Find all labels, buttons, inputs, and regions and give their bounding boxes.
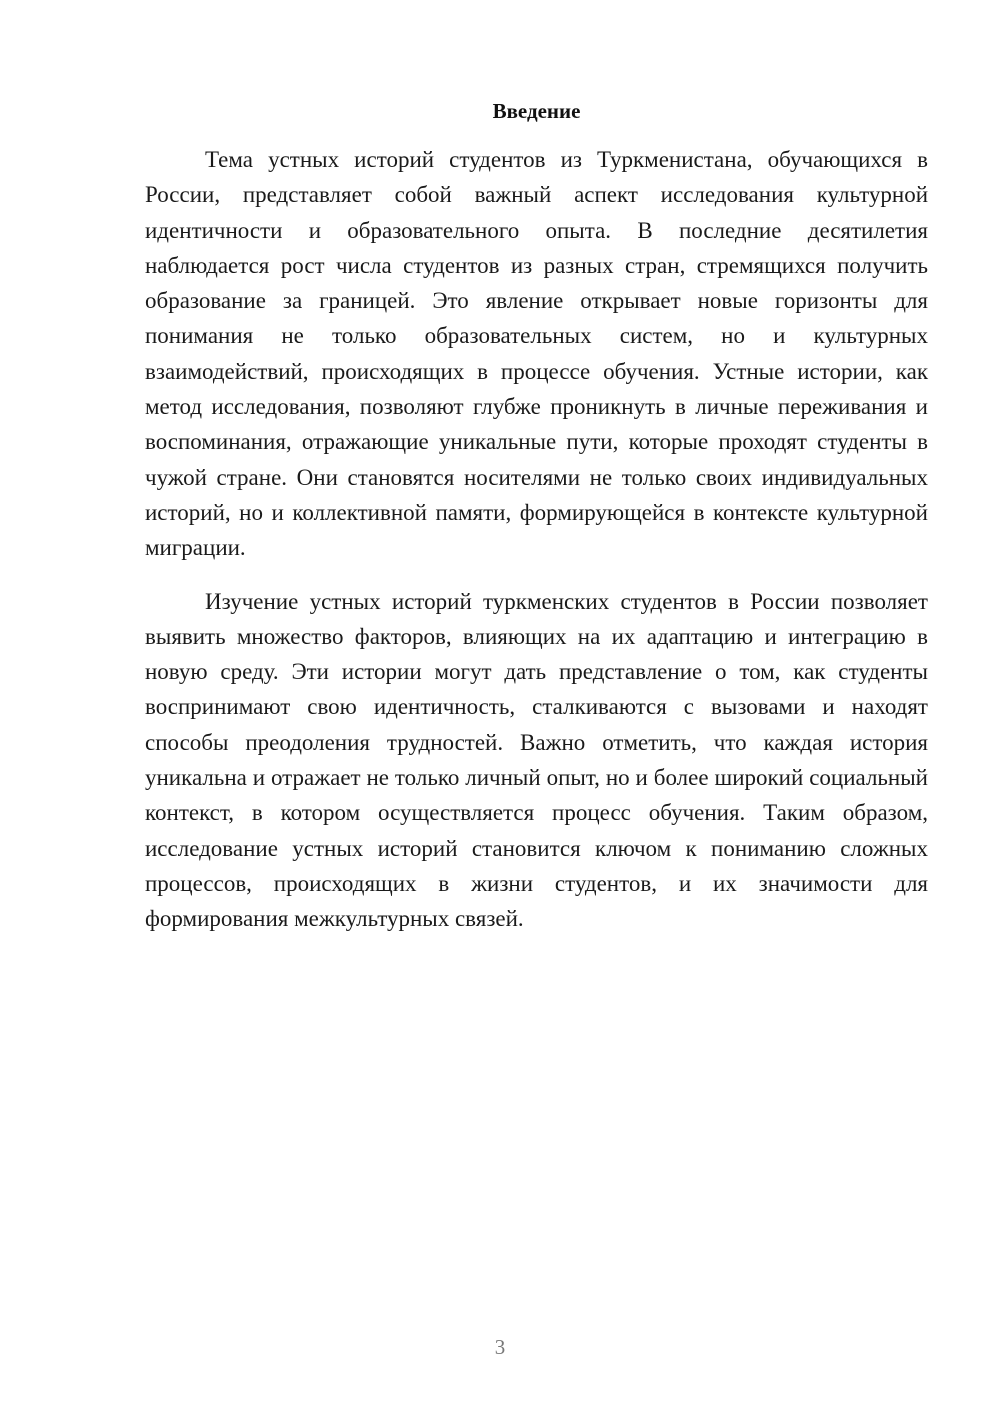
paragraph-1: Тема устных историй студентов из Туркменистана, обучающихся в России, представляет собой важный аспект исследования культурной идентичности и образовательного опыта. В последние десятилетия наблюдается рост числа студентов из разных стран, стремящихся получить образование за границей. Это явление открывает новые горизонты для понимания не только образовательных систем, но и культурных взаимодействий, происходящих в процессе обучения. Устные истории, как метод исследования, позволяют глубже проникнуть в личные переживания и воспоминания, отражающие уникальные пути, которые проходят студенты в чужой стране. Они становятся носителями не только своих индивидуальных историй, но и коллективной памяти, формирующейся в контексте культурной миграции. xyxy=(145,147,928,561)
paragraph-2: Изучение устных историй туркменских студентов в России позволяет выявить множество факторов, влияющих на их адаптацию и интеграцию в новую среду. Эти истории могут дать представление о том, как студенты воспринимают свою идентичность, сталкиваются с вызовами и находят способы преодоления трудностей. Важно отметить, что каждая история уникальна и отражает не только личный опыт, но и более широкий социальный контекст, в котором осуществляется процесс обучения. Таким образом, исследование устных историй становится ключом к пониманию сложных процессов, происходящих в жизни студентов, и их значимости для формирования межкультурных связей. xyxy=(145,588,928,932)
page-content xyxy=(145,96,928,937)
section-heading: Введение xyxy=(492,99,581,123)
page-number: 3 xyxy=(494,1335,506,1359)
